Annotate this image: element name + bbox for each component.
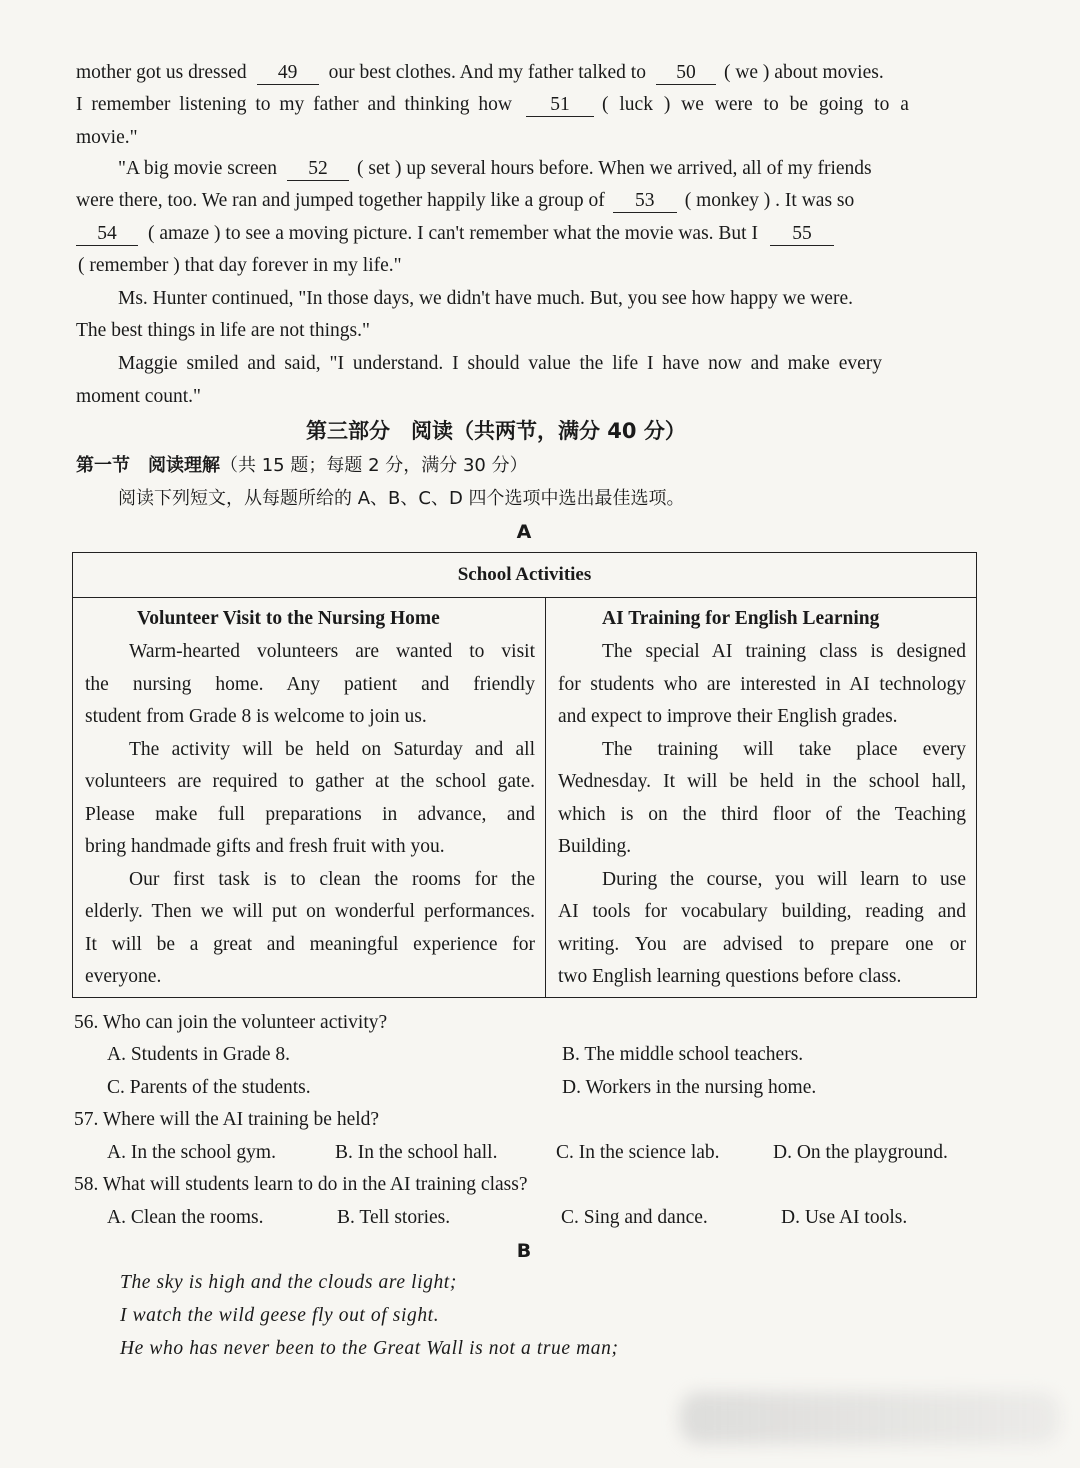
right-line-9: AI tools for vocabulary building, reading and [558,901,966,922]
ai-training-title: AI Training for English Learning [602,608,880,629]
question-56-option-c[interactable]: C. Parents of the students. [107,1077,311,1098]
blank-54[interactable]: 54 [76,223,138,246]
right-line-1: The special AI training class is designed [602,641,966,662]
text: "A big movie screen [118,158,278,179]
text: our best clothes. And my father talked to [328,62,646,83]
blank-53[interactable]: 53 [613,190,677,213]
left-line-8: Our first task is to clean the rooms for the [129,869,535,890]
question-58-option-a[interactable]: A. Clean the rooms. [107,1207,264,1228]
left-line-2: the nursing home. Any patient and friendly [85,674,535,695]
table-title: School Activities [73,553,977,598]
text: mother got us dressed [76,62,247,83]
question-57-option-d[interactable]: D. On the playground. [773,1142,948,1163]
left-line-9: elderly. Then we will put on wonderful performances. [85,901,535,922]
blank-51[interactable]: 51 [526,94,594,117]
passage-line-3: movie." [76,127,138,148]
passage-line-11: moment count." [76,386,201,407]
left-line-10: It will be a great and meaningful experience for [85,934,535,955]
right-line-4: The training will take place every [602,739,966,760]
left-line-11: everyone. [85,966,162,987]
question-58-option-c[interactable]: C. Sing and dance. [561,1207,708,1228]
right-line-2: for students who are interested in AI technology [558,674,966,695]
passage-line-10: Maggie smiled and said, "I understand. I should value the life I have now and make every [118,353,883,374]
question-57-option-c[interactable]: C. In the science lab. [556,1142,720,1163]
text: were there, too. We ran and jumped together happily like a group of [76,190,605,211]
text: ( we ) about movies. [723,62,884,83]
section1-score: （共 15 题；每题 2 分，满分 30 分） [220,455,528,476]
text: I remember listening to my father and thinking how [76,94,512,115]
right-line-10: writing. You are advised to prepare one or [558,934,966,955]
passage-line-2 [76,92,909,118]
instruction: 阅读下列短文，从每题所给的 A、B、C、D 四个选项中选出最佳选项。 [118,488,685,509]
school-activities-table [72,552,977,998]
passage-line-5 [76,188,854,214]
right-line-8: During the course, you will learn to use [602,869,966,890]
blank-55[interactable]: 55 [770,223,834,246]
left-line-1: Warm-hearted volunteers are wanted to visit [129,641,535,662]
blurred-watermark [680,1392,1060,1444]
passage-line-7: ( remember ) that day forever in my life." [78,255,402,276]
text: ( luck ) we were to be going to a [602,94,909,115]
blank-50[interactable]: 50 [656,62,716,85]
text: ( set ) up several hours before. When we arrived, all of my friends [357,158,872,179]
question-58-option-d[interactable]: D. Use AI tools. [781,1207,908,1228]
question-56-option-d[interactable]: D. Workers in the nursing home. [562,1077,817,1098]
passage-line-1 [76,60,884,86]
poem-line-1: The sky is high and the clouds are light; [120,1272,457,1293]
text: ( monkey ) . It was so [684,190,855,211]
poem-line-3: He who has never been to the Great Wall is not a true man; [120,1338,619,1359]
question-57-option-a[interactable]: A. In the school gym. [107,1142,276,1163]
question-56-option-b[interactable]: B. The middle school teachers. [562,1044,804,1065]
left-line-3: student from Grade 8 is welcome to join us. [85,706,427,727]
volunteer-visit-title: Volunteer Visit to the Nursing Home [137,608,440,629]
passage-b-label: B [516,1240,532,1262]
passage-line-9: The best things in life are not things." [76,320,370,341]
section1-title: 第一节 阅读理解 [76,455,220,476]
right-line-7: Building. [558,836,632,857]
poem-line-2: I watch the wild geese fly out of sight. [120,1305,440,1326]
left-line-6: Please make full preparations in advance, and [85,804,535,825]
left-line-5: volunteers are required to gather at the school gate. [85,771,535,792]
blank-52[interactable]: 52 [287,158,349,181]
question-58-stem: 58. What will students learn to do in the AI training class? [74,1174,528,1195]
right-line-5: Wednesday. It will be held in the school hall, [558,771,966,792]
question-56-stem: 56. Who can join the volunteer activity? [74,1012,388,1033]
right-line-3: and expect to improve their English grades. [558,706,898,727]
question-58-option-b[interactable]: B. Tell stories. [337,1207,451,1228]
question-56-option-a[interactable]: A. Students in Grade 8. [107,1044,291,1065]
left-line-7: bring handmade gifts and fresh fruit with you. [85,836,445,857]
passage-line-8: Ms. Hunter continued, "In those days, we didn't have much. But, you see how happy we were. [118,288,853,309]
section1-heading [76,453,528,479]
passage-a-label: A [516,521,532,543]
passage-line-4 [118,156,872,182]
text: ( amaze ) to see a moving picture. I can't remember what the movie was. But I [148,223,758,244]
left-line-4: The activity will be held on Saturday and all [129,739,535,760]
part3-title: 第三部分 阅读（共两节，满分 40 分） [306,419,686,443]
question-57-stem: 57. Where will the AI training be held? [74,1109,380,1130]
passage-line-6 [76,221,834,247]
volunteer-visit-cell [73,598,546,998]
question-57-option-b[interactable]: B. In the school hall. [335,1142,498,1163]
right-line-11: two English learning questions before class. [558,966,902,987]
right-line-6: which is on the third floor of the Teaching [558,804,966,825]
blank-49[interactable]: 49 [257,62,319,85]
ai-training-cell [546,598,977,998]
